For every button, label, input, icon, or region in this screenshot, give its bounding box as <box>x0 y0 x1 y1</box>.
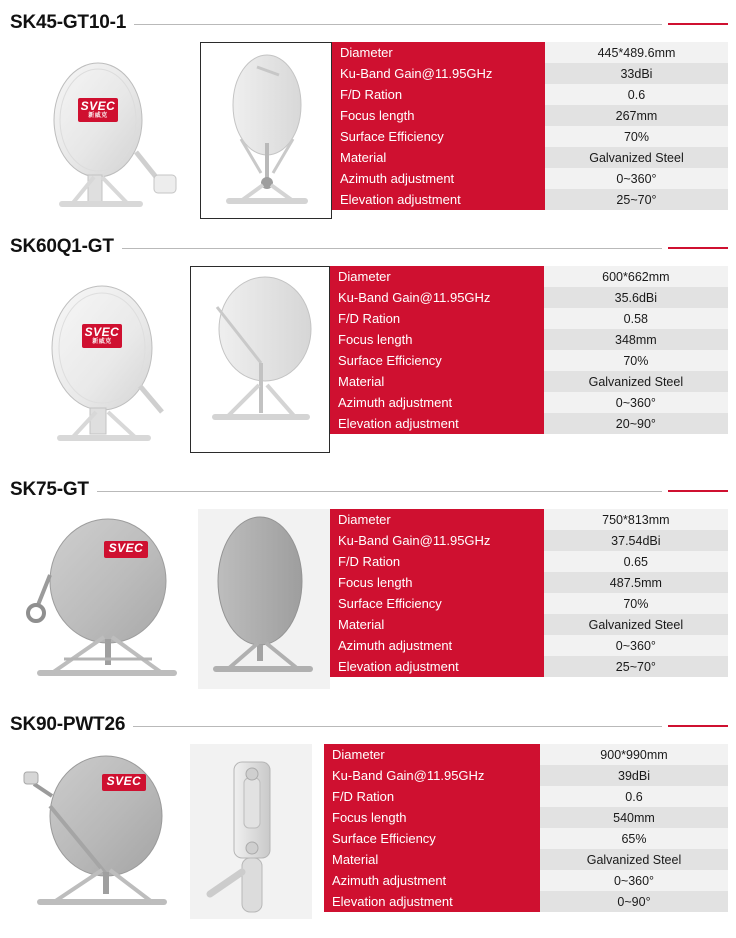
product-photo-front <box>16 509 196 689</box>
spec-value-fd: 0.65 <box>544 551 728 572</box>
product-body <box>0 38 736 225</box>
spec-label-azimuth: Azimuth adjustment <box>332 168 545 189</box>
divider-red <box>668 725 728 727</box>
product-photo-detail <box>190 744 312 919</box>
divider-red <box>668 247 728 249</box>
table-row <box>324 744 728 765</box>
spec-value-azimuth: 0~360° <box>545 168 728 189</box>
spec-label-azimuth: Azimuth adjustment <box>330 392 544 413</box>
table-row <box>330 614 728 635</box>
table-row <box>330 413 728 434</box>
product-block-sk60 <box>0 232 736 475</box>
spec-value-material: Galvanized Steel <box>544 371 728 392</box>
section-header <box>0 475 736 505</box>
divider-red <box>668 23 728 25</box>
spec-table <box>324 744 728 912</box>
spec-label-elevation: Elevation adjustment <box>332 189 545 210</box>
spec-value-focus: 487.5mm <box>544 572 728 593</box>
table-row <box>330 593 728 614</box>
spec-label-focus: Focus length <box>330 329 544 350</box>
mount-bracket-illustration <box>190 744 312 919</box>
table-row <box>332 189 728 210</box>
section-header <box>0 232 736 262</box>
spec-label-efficiency: Surface Efficiency <box>330 350 544 371</box>
brand-logo-text: SVEC <box>84 325 120 339</box>
table-row <box>330 287 728 308</box>
spec-label-fd: F/D Ration <box>332 84 545 105</box>
spec-value-diameter: 600*662mm <box>544 266 728 287</box>
spec-label-gain: Ku-Band Gain@11.95GHz <box>332 63 545 84</box>
page-title: SK75-GT <box>10 479 89 500</box>
spec-label-material: Material <box>332 147 545 168</box>
spec-value-efficiency: 70% <box>544 350 728 371</box>
spec-label-elevation: Elevation adjustment <box>330 656 544 677</box>
spec-value-focus: 540mm <box>540 807 728 828</box>
table-row <box>332 105 728 126</box>
spec-label-diameter: Diameter <box>330 266 544 287</box>
spec-label-focus: Focus length <box>330 572 544 593</box>
spec-label-efficiency: Surface Efficiency <box>330 593 544 614</box>
divider-grey <box>133 726 662 727</box>
spec-value-focus: 348mm <box>544 329 728 350</box>
brand-logo <box>104 541 148 558</box>
spec-value-material: Galvanized Steel <box>540 849 728 870</box>
dish-illustration <box>16 509 196 689</box>
table-row <box>324 828 728 849</box>
spec-value-elevation: 25~70° <box>545 189 728 210</box>
product-photo-front <box>28 42 188 217</box>
spec-label-diameter: Diameter <box>332 42 545 63</box>
product-body <box>0 262 736 459</box>
spec-value-azimuth: 0~360° <box>544 392 728 413</box>
spec-value-gain: 33dBi <box>545 63 728 84</box>
product-block-sk90 <box>0 710 736 935</box>
brand-logo-text: SVEC <box>80 99 116 113</box>
table-row <box>330 392 728 413</box>
product-body <box>0 505 736 695</box>
product-body <box>0 740 736 925</box>
divider-grey <box>122 248 662 249</box>
spec-value-efficiency: 65% <box>540 828 728 849</box>
spec-value-fd: 0.58 <box>544 308 728 329</box>
brand-logo-sub: 新威克 <box>88 112 108 119</box>
table-row <box>330 350 728 371</box>
brand-logo <box>78 98 118 122</box>
table-row <box>330 371 728 392</box>
spec-label-azimuth: Azimuth adjustment <box>324 870 540 891</box>
dish-illustration <box>28 42 188 217</box>
spec-value-efficiency: 70% <box>545 126 728 147</box>
spec-label-gain: Ku-Band Gain@11.95GHz <box>324 765 540 786</box>
table-row <box>332 84 728 105</box>
spec-table <box>330 509 728 677</box>
spec-value-elevation: 20~90° <box>544 413 728 434</box>
spec-value-diameter: 900*990mm <box>540 744 728 765</box>
spec-label-efficiency: Surface Efficiency <box>324 828 540 849</box>
page-title: SK60Q1-GT <box>10 236 114 257</box>
spec-label-azimuth: Azimuth adjustment <box>330 635 544 656</box>
section-header <box>0 0 736 38</box>
brand-logo <box>102 774 146 791</box>
spec-table <box>332 42 728 210</box>
spec-value-diameter: 445*489.6mm <box>545 42 728 63</box>
table-row <box>330 266 728 287</box>
table-row <box>330 509 728 530</box>
table-row <box>324 807 728 828</box>
spec-label-gain: Ku-Band Gain@11.95GHz <box>330 530 544 551</box>
table-row <box>330 635 728 656</box>
spec-label-material: Material <box>330 614 544 635</box>
product-photo-angled <box>190 266 330 453</box>
table-row <box>330 551 728 572</box>
spec-value-material: Galvanized Steel <box>545 147 728 168</box>
section-header <box>0 710 736 740</box>
table-row <box>330 572 728 593</box>
divider-grey <box>134 24 662 25</box>
spec-value-azimuth: 0~360° <box>544 635 728 656</box>
spec-value-elevation: 25~70° <box>544 656 728 677</box>
dish-illustration-angled <box>198 509 330 689</box>
page-title: SK90-PWT26 <box>10 714 126 735</box>
spec-value-azimuth: 0~360° <box>540 870 728 891</box>
dish-illustration-angled <box>191 267 327 450</box>
dish-illustration <box>14 744 184 919</box>
table-row <box>332 126 728 147</box>
spec-label-focus: Focus length <box>332 105 545 126</box>
spec-value-efficiency: 70% <box>544 593 728 614</box>
spec-value-material: Galvanized Steel <box>544 614 728 635</box>
spec-label-gain: Ku-Band Gain@11.95GHz <box>330 287 544 308</box>
divider-red <box>668 490 728 492</box>
spec-value-elevation: 0~90° <box>540 891 728 912</box>
table-row <box>330 656 728 677</box>
spec-label-focus: Focus length <box>324 807 540 828</box>
spec-label-fd: F/D Ration <box>330 308 544 329</box>
dish-illustration <box>30 266 180 451</box>
spec-value-fd: 0.6 <box>545 84 728 105</box>
product-block-sk45 <box>0 0 736 232</box>
page-title: SK45-GT10-1 <box>10 12 127 33</box>
spec-value-gain: 37.54dBi <box>544 530 728 551</box>
table-row <box>324 786 728 807</box>
table-row <box>324 870 728 891</box>
spec-value-fd: 0.6 <box>540 786 728 807</box>
product-photo-angled <box>198 509 330 689</box>
spec-label-diameter: Diameter <box>330 509 544 530</box>
brand-logo-text: SVEC <box>108 541 144 555</box>
product-photo-angled <box>200 42 332 219</box>
brand-logo <box>82 324 122 348</box>
spec-label-efficiency: Surface Efficiency <box>332 126 545 147</box>
table-row <box>330 308 728 329</box>
product-block-sk75 <box>0 475 736 710</box>
table-row <box>330 530 728 551</box>
spec-label-diameter: Diameter <box>324 744 540 765</box>
product-photo-front <box>14 744 184 919</box>
spec-label-fd: F/D Ration <box>330 551 544 572</box>
divider-grey <box>97 491 662 492</box>
spec-label-material: Material <box>330 371 544 392</box>
table-row <box>330 329 728 350</box>
table-row <box>332 147 728 168</box>
table-row <box>332 63 728 84</box>
spec-label-elevation: Elevation adjustment <box>324 891 540 912</box>
table-row <box>324 891 728 912</box>
spec-table <box>330 266 728 434</box>
spec-label-elevation: Elevation adjustment <box>330 413 544 434</box>
brand-logo-text: SVEC <box>106 774 142 788</box>
spec-value-gain: 35.6dBi <box>544 287 728 308</box>
product-photo-front <box>30 266 180 451</box>
spec-label-fd: F/D Ration <box>324 786 540 807</box>
table-row <box>324 849 728 870</box>
spec-value-diameter: 750*813mm <box>544 509 728 530</box>
brand-logo-sub: 新威克 <box>92 338 112 345</box>
table-row <box>324 765 728 786</box>
dish-illustration-angled <box>201 43 329 216</box>
table-row <box>332 168 728 189</box>
spec-label-material: Material <box>324 849 540 870</box>
spec-value-gain: 39dBi <box>540 765 728 786</box>
spec-value-focus: 267mm <box>545 105 728 126</box>
table-row <box>332 42 728 63</box>
